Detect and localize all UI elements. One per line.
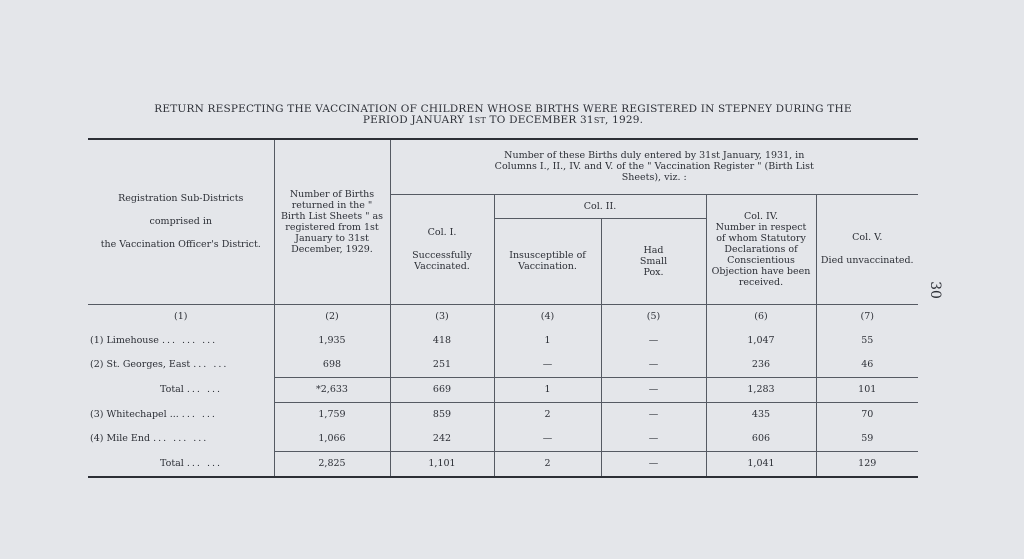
- header-col-ii-small-pox: Had Small Pox.: [601, 218, 706, 304]
- page-number: 30: [926, 281, 943, 299]
- header-col-ii: Col. II.: [494, 194, 706, 218]
- table-row: (3) Whitechapel ... ... ... 1,759 859 2 — 435 70: [88, 402, 918, 427]
- title-line-1: RETURN RESPECTING THE VACCINATION OF CHILDREN WHOSE BIRTHS WERE REGISTERED IN STEPNEY DURING THE: [154, 103, 852, 115]
- header-col-v: Col. V. Died unvaccinated.: [816, 194, 918, 304]
- total-row: Total ... ... *2,633 669 1 — 1,283 101: [88, 377, 918, 402]
- total-row: Total ... ... 2,825 1,101 2 — 1,041 129: [88, 451, 918, 476]
- title-line-2: PERIOD JANUARY 1ST TO DECEMBER 31ST, 1929.: [362, 114, 644, 126]
- header-entered-group: Number of these Births duly entered by 31st January, 1931, in Columns I., II., IV. and V. of the " Vaccination Register " (Birth List Sheets), viz. :: [390, 140, 918, 194]
- table-title: [88, 104, 918, 126]
- vaccination-return-table: [88, 138, 918, 478]
- table-row: (4) Mile End ... ... ... 1,066 242 — — 606 59: [88, 427, 918, 452]
- table-row: (1) Limehouse ... ... ... 1,935 418 1 — 1,047 55: [88, 329, 918, 353]
- header-col-ii-insusceptible: Insusceptible of Vaccination.: [494, 218, 601, 304]
- header-births-returned: Number of Births returned in the " Birth List Sheets " as registered from 1st January to 31st December, 1929.: [274, 140, 390, 304]
- header-col-i: Col. I. Successfully Vaccinated.: [390, 194, 494, 304]
- header-sub-districts: Registration Sub-Districts comprised in the Vaccination Officer's District.: [100, 193, 261, 251]
- header-col-iv: Col. IV. Number in respect of whom Statutory Declarations of Conscientious Objection have been received.: [706, 194, 816, 304]
- column-number-row: (1) (2) (3) (4) (5) (6) (7): [88, 304, 918, 329]
- table-row: (2) St. Georges, East ... ... 698 251 — — 236 46: [88, 353, 918, 378]
